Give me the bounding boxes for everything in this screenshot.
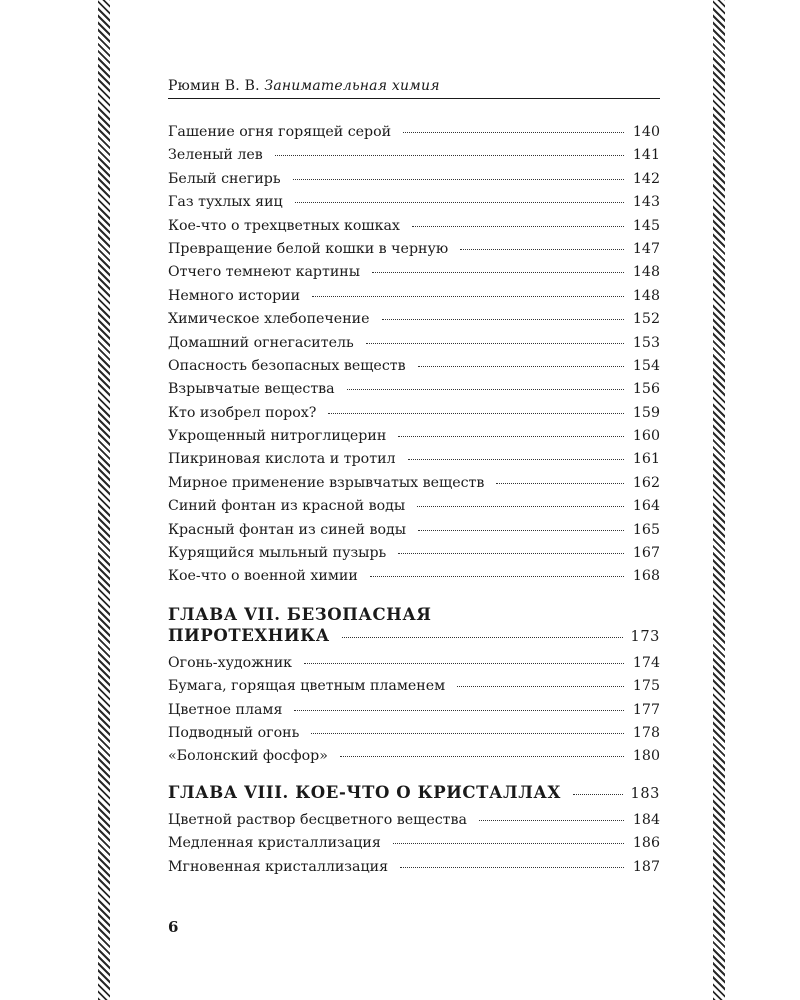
toc-entry-title: Кто изобрел порох?	[168, 404, 317, 421]
toc-entry-page: 187	[632, 858, 660, 875]
dot-leader	[393, 829, 624, 844]
toc-entry-title: Гашение огня горящей серой	[168, 124, 392, 140]
toc-entry-page: 154	[632, 357, 660, 374]
dot-leader	[403, 118, 624, 133]
dot-leader	[382, 305, 624, 320]
dot-leader	[293, 165, 624, 180]
toc-entry-page: 142	[632, 170, 660, 187]
header-author: Рюмин В. В.	[168, 78, 260, 94]
toc-entry-title: Зеленый лев	[168, 147, 263, 164]
chapter-8-page: 183	[630, 785, 660, 802]
dot-leader	[372, 258, 624, 273]
toc-entry-title: Укрощенный нитроглицерин	[168, 428, 387, 445]
chapter-7-title-line2: ПИРОТЕХНИКА	[168, 625, 330, 645]
dot-leader	[496, 469, 624, 484]
running-header	[168, 78, 660, 99]
toc-entry-page: 165	[632, 521, 660, 538]
dot-leader	[457, 672, 624, 687]
toc-entry-page: 143	[632, 194, 660, 211]
dot-leader	[340, 742, 624, 757]
toc-entry-page: 140	[632, 124, 660, 140]
chapter-7-entries	[168, 652, 660, 769]
dot-leader	[418, 516, 624, 531]
dot-leader	[573, 780, 623, 795]
dot-leader	[408, 445, 624, 460]
toc-entry-page: 180	[632, 748, 660, 765]
toc-entry-title: Огонь-художник	[168, 654, 293, 671]
dot-leader	[370, 562, 624, 577]
toc-entry[interactable]	[168, 783, 660, 807]
toc-entry-page: 178	[632, 724, 660, 741]
toc-entry-title: Химическое хлебопечение	[168, 311, 370, 328]
toc-entry-title: Красный фонтан из синей воды	[168, 521, 407, 538]
toc-entry-page: 148	[632, 264, 660, 281]
dot-leader	[311, 719, 624, 734]
dot-leader	[328, 399, 624, 414]
toc-entry-title: Мгновенная кристаллизация	[168, 858, 389, 875]
decorative-border-left	[98, 0, 110, 1000]
toc-entry-page: 156	[632, 381, 660, 398]
dot-leader	[398, 422, 624, 437]
chapter-7-title-line1: ГЛАВА VII. БЕЗОПАСНАЯ	[168, 604, 432, 624]
toc-entry-page: 175	[632, 678, 660, 695]
toc-entry-page: 160	[632, 428, 660, 445]
toc-entry-page: 174	[632, 654, 660, 671]
dot-leader	[400, 853, 624, 868]
toc-entry-title: Кое-что о военной химии	[168, 568, 358, 585]
toc-entry-title: Белый снегирь	[168, 170, 281, 187]
dot-leader	[295, 188, 624, 203]
toc-entry-title: «Болонский фосфор»	[168, 748, 328, 765]
dot-leader	[412, 212, 624, 227]
toc-entry-title: Синий фонтан из красной воды	[168, 498, 406, 515]
dot-leader	[460, 235, 624, 250]
toc-entry-page: 145	[632, 217, 660, 234]
toc-entry-title: Взрывчатые вещества	[168, 381, 335, 398]
toc-entry-title: Отчего темнеют картины	[168, 264, 361, 281]
toc-entry-page: 153	[632, 334, 660, 351]
toc-entry-page: 147	[632, 240, 660, 257]
decorative-border-right	[713, 0, 725, 1000]
toc-entry-title: Пикриновая кислота и тротил	[168, 451, 396, 468]
toc-entry-page: 177	[632, 701, 660, 718]
toc-entry-title: Курящийся мыльный пузырь	[168, 545, 387, 562]
toc-entry-title: Подводный огонь	[168, 724, 300, 741]
dot-leader	[366, 329, 624, 344]
toc-entry-title: Цветное пламя	[168, 701, 283, 718]
chapter-8-entries	[168, 809, 660, 879]
toc-entry-title: Кое-что о трехцветных кошках	[168, 217, 400, 234]
toc-entry-page: 186	[632, 835, 660, 852]
toc-entry-page: 152	[632, 311, 660, 328]
dot-leader	[417, 492, 624, 507]
toc-entry[interactable]	[168, 565, 660, 588]
toc-entry-title: Опасность безопасных веществ	[168, 357, 406, 374]
toc-entry-title: Немного истории	[168, 287, 301, 304]
toc-entry[interactable]	[168, 626, 660, 650]
page-number: 6	[168, 918, 179, 936]
toc-entry-page: 141	[632, 147, 660, 164]
toc-entry-page: 184	[632, 811, 660, 828]
toc-entry[interactable]	[168, 856, 660, 879]
toc-entry-page: 168	[632, 568, 660, 585]
toc-entries-top	[168, 121, 660, 589]
toc-entry-page: 161	[632, 451, 660, 468]
dot-leader	[304, 649, 624, 664]
dot-leader	[275, 141, 624, 156]
table-of-contents	[168, 121, 660, 879]
chapter-8-heading	[168, 783, 660, 807]
dot-leader	[347, 375, 624, 390]
toc-entry-page: 167	[632, 545, 660, 562]
chapter-8-title: ГЛАВА VIII. КОЕ-ЧТО О КРИСТАЛЛАХ	[168, 782, 561, 802]
chapter-7-page: 173	[630, 628, 660, 645]
toc-entry-title: Превращение белой кошки в черную	[168, 240, 449, 257]
toc-entry-page: 164	[632, 498, 660, 515]
toc-entry-title: Медленная кристаллизация	[168, 835, 381, 852]
dot-leader	[398, 539, 624, 554]
toc-entry-title: Домашний огнегаситель	[168, 334, 354, 351]
dot-leader	[479, 806, 624, 821]
toc-entry-page: 162	[632, 474, 660, 491]
header-book-title: Занимательная химия	[264, 78, 440, 94]
toc-entry-title: Мирное применение взрывчатых веществ	[168, 474, 485, 491]
toc-entry-title: Бумага, горящая цветным пламенем	[168, 678, 446, 695]
toc-entry-title: Цветной раствор бесцветного вещества	[168, 811, 467, 828]
toc-entry-page: 159	[632, 404, 660, 421]
dot-leader	[418, 352, 624, 367]
toc-entry-page: 148	[632, 287, 660, 304]
dot-leader	[294, 696, 624, 711]
dot-leader	[312, 282, 624, 297]
toc-entry[interactable]	[168, 745, 660, 768]
dot-leader	[342, 623, 623, 638]
toc-entry-title: Газ тухлых яиц	[168, 194, 283, 211]
chapter-7-heading	[168, 603, 660, 650]
